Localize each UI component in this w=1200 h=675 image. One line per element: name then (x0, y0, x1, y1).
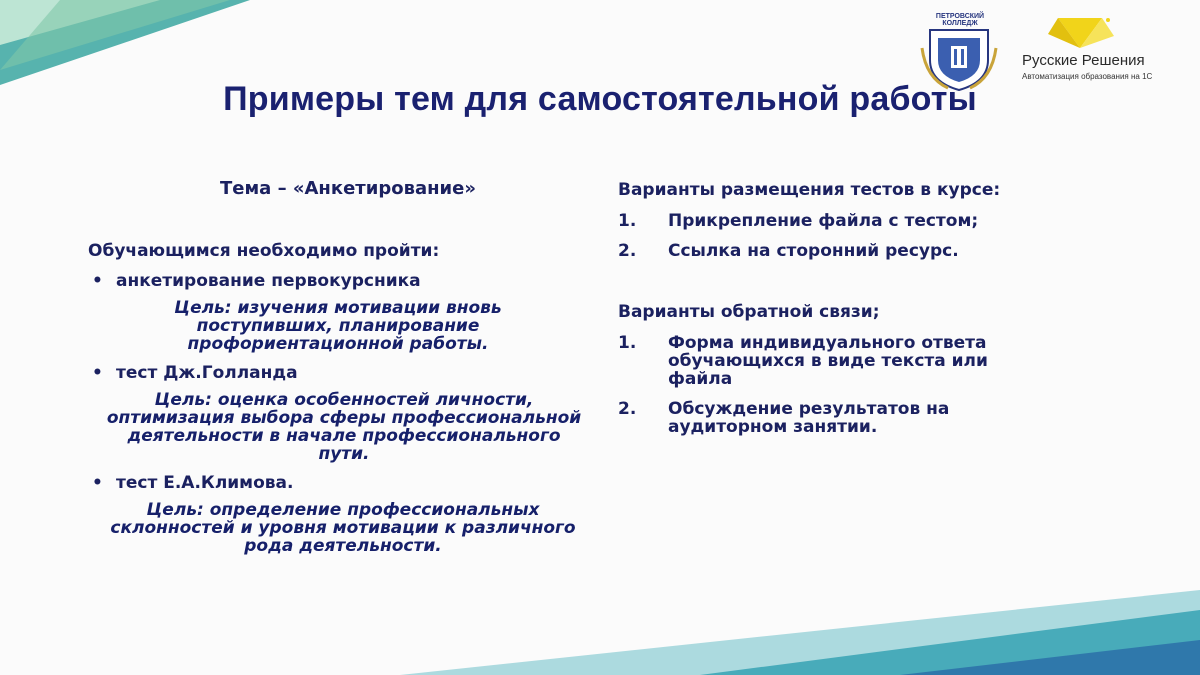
list-item (618, 212, 1098, 230)
list-item (618, 400, 1098, 436)
college-name-line2: КОЛЛЕДЖ (942, 20, 978, 27)
requirements-lead: Обучающимся необходимо пройти: (88, 241, 440, 261)
brand-tagline: Автоматизация образования на 1С (1022, 72, 1153, 81)
list-item-text: Прикрепление файла с тестом; (668, 211, 979, 231)
list-item-text: Ссылка на сторонний ресурс. (668, 241, 959, 261)
list-item-label: тест Е.А.Климова. (116, 473, 294, 493)
list-item-label: тест Дж.Голланда (116, 363, 298, 383)
list-item-text: Форма индивидуального ответа обучающихся в виде текста или файла (668, 333, 988, 389)
list-item (88, 363, 588, 383)
list-item-label: анкетирование первокурсника (116, 271, 421, 291)
goal-text: Цель: определение профессиональных склонностей и уровня мотивации к различного рода деятельности. (110, 500, 576, 556)
bullet-marker: • (92, 363, 103, 383)
topic-heading: Тема – «Анкетирование» (219, 178, 477, 199)
list-number: 2. (618, 241, 637, 261)
brand-name: Русские Решения (1022, 52, 1145, 69)
list-item (618, 242, 1098, 260)
bullet-marker: • (92, 271, 103, 291)
feedback-list (618, 334, 1098, 436)
list-item (618, 334, 1098, 388)
placement-list (618, 212, 1098, 260)
list-item (88, 271, 588, 291)
college-name-line1: ПЕТРОВСКИЙ (935, 13, 985, 20)
left-column (88, 178, 588, 555)
feedback-heading: Варианты обратной связи; (618, 302, 880, 322)
list-number: 1. (618, 333, 637, 353)
bullet-marker: • (92, 473, 103, 493)
placement-heading: Варианты размещения тестов в курсе: (618, 180, 1001, 200)
goal-text: Цель: оценка особенностей личности, оптимизация выбора сферы профессиональной деятельности в начале профессионального пути. (106, 390, 582, 464)
list-number: 2. (618, 399, 637, 419)
right-column (618, 180, 1098, 436)
goal-text: Цель: изучения мотивации вновь поступивших, планирование профориентационной работы. (174, 298, 502, 354)
list-item-text: Обсуждение результатов на аудиторном занятии. (668, 399, 950, 437)
slide-title: Примеры тем для самостоятельной работы (223, 80, 977, 118)
list-item (88, 473, 588, 493)
college-logo-text (928, 13, 992, 27)
list-number: 1. (618, 211, 637, 231)
